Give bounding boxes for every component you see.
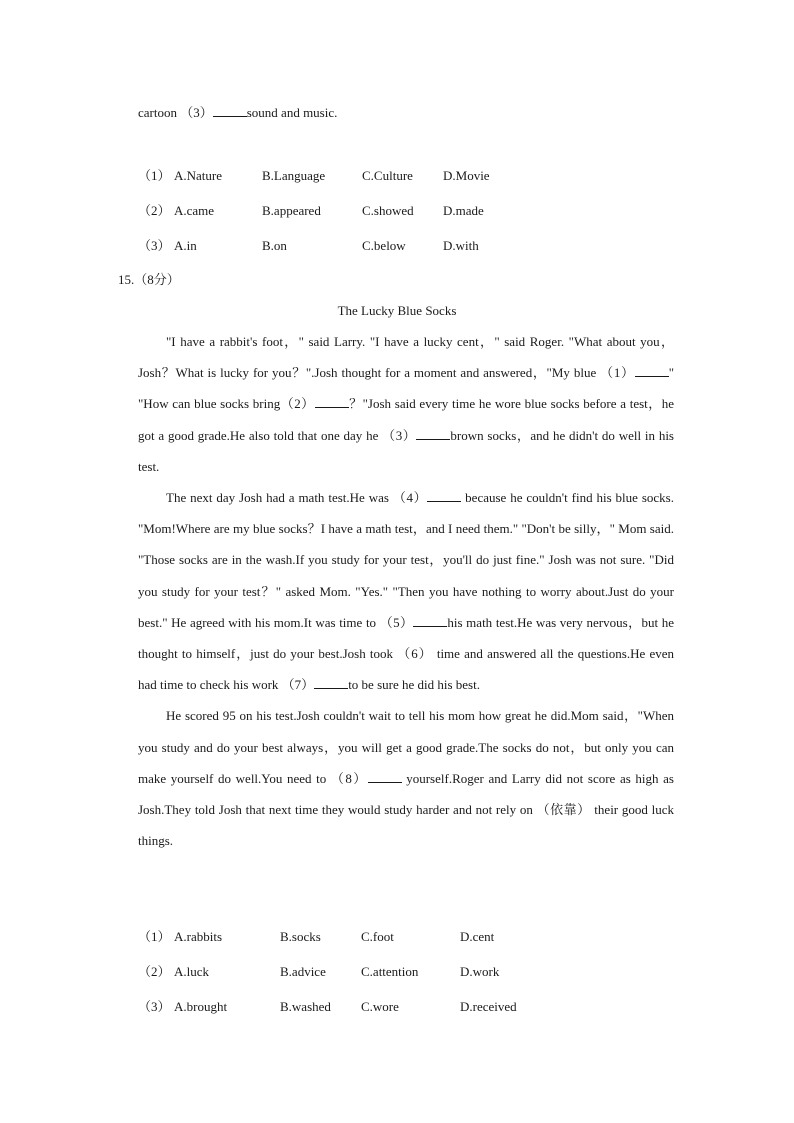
passage-body: [138, 326, 674, 856]
blank-1: [635, 364, 669, 377]
option-d[interactable]: D.cent: [460, 929, 495, 944]
option-b[interactable]: B.socks: [280, 929, 321, 944]
option-number: （3）: [138, 238, 171, 253]
blank-2: [315, 395, 349, 408]
q15-option-row-3: [138, 999, 698, 1015]
blank-4: [427, 489, 461, 502]
option-d[interactable]: D.Movie: [443, 168, 490, 183]
option-a[interactable]: A.brought: [174, 999, 228, 1014]
option-b[interactable]: B.on: [262, 238, 287, 253]
blank-5: [413, 614, 447, 627]
option-a[interactable]: A.rabbits: [174, 929, 223, 944]
paragraph-1: "I have a rabbit's foot，" said Larry. "I have a lucky cent，" said Roger. "What about you，Josh？What is lucky for you？".Josh thought for a moment and answered，"My blue （1） " "How can blue socks bring（2） ？"Josh said every time he wore blue socks before a test，he got a good grade.He also told that one day he （3） brown socks，and he didn't do well in his test.: [138, 334, 674, 474]
option-d[interactable]: D.received: [460, 999, 517, 1014]
option-a[interactable]: A.Nature: [174, 168, 223, 183]
option-c[interactable]: C.below: [362, 238, 406, 253]
option-d[interactable]: D.made: [443, 203, 484, 218]
option-b[interactable]: B.appeared: [262, 203, 321, 218]
blank-8: [368, 770, 402, 783]
q14-text-prefix: cartoon （3）: [138, 105, 213, 120]
q14-text-suffix: sound and music.: [246, 105, 338, 120]
option-a[interactable]: A.luck: [174, 964, 210, 979]
option-number: （1）: [138, 168, 171, 183]
option-number: （3）: [138, 999, 171, 1014]
option-b[interactable]: B.Language: [262, 168, 326, 183]
paragraph-3: He scored 95 on his test.Josh couldn't wait to tell his mom how great he did.Mom said，"When you study and do your best always，you will get a good grade.The socks do not，but only you can make yourself do well.You need to （8） yourself.Roger and Larry did not score as high as Josh.They told Josh that next time they would study harder and not rely on （依靠） their good luck things.: [138, 708, 674, 849]
q14-option-row-1: [138, 168, 698, 184]
option-d[interactable]: D.work: [460, 964, 500, 979]
option-b[interactable]: B.washed: [280, 999, 331, 1014]
q14-continuation-line: [138, 104, 337, 121]
blank-3: [416, 427, 450, 440]
option-number: （2）: [138, 964, 171, 979]
option-c[interactable]: C.Culture: [362, 168, 413, 183]
option-c[interactable]: C.wore: [361, 999, 399, 1014]
option-b[interactable]: B.advice: [280, 964, 326, 979]
option-c[interactable]: C.attention: [361, 964, 419, 979]
option-number: （1）: [138, 929, 171, 944]
q15-option-row-2: [138, 964, 698, 980]
passage-title: The Lucky Blue Socks: [337, 303, 457, 318]
option-c[interactable]: C.showed: [362, 203, 414, 218]
blank-7: [314, 676, 348, 689]
paragraph-2: The next day Josh had a math test.He was （4） because he couldn't find his blue socks. "Mom!Where are my blue socks？I have a math test，and I need them." "Don't be silly，" Mom said. "Those socks are in the wash.If you study for your test，you'll do just fine." Josh was not sure. "Did you study for your test？" asked Mom. "Yes." "Then you have nothing to worry about.Just do your best." He agreed with his mom.It was time to （5） his math test.He was very nervous，but he thought to himself，just do your best.Josh took （6） time and answered all the questions.He even had time to check his work （7） to be sure he did his best.: [138, 490, 674, 693]
blank-3: [213, 104, 247, 117]
question-15-header: 15.（8分）: [118, 272, 180, 287]
option-d[interactable]: D.with: [443, 238, 479, 253]
option-number: （2）: [138, 203, 171, 218]
q15-option-row-1: [138, 929, 698, 945]
q14-option-row-3: [138, 238, 698, 254]
option-a[interactable]: A.in: [174, 238, 197, 253]
option-a[interactable]: A.came: [174, 203, 215, 218]
q14-option-row-2: [138, 203, 698, 219]
option-c[interactable]: C.foot: [361, 929, 394, 944]
